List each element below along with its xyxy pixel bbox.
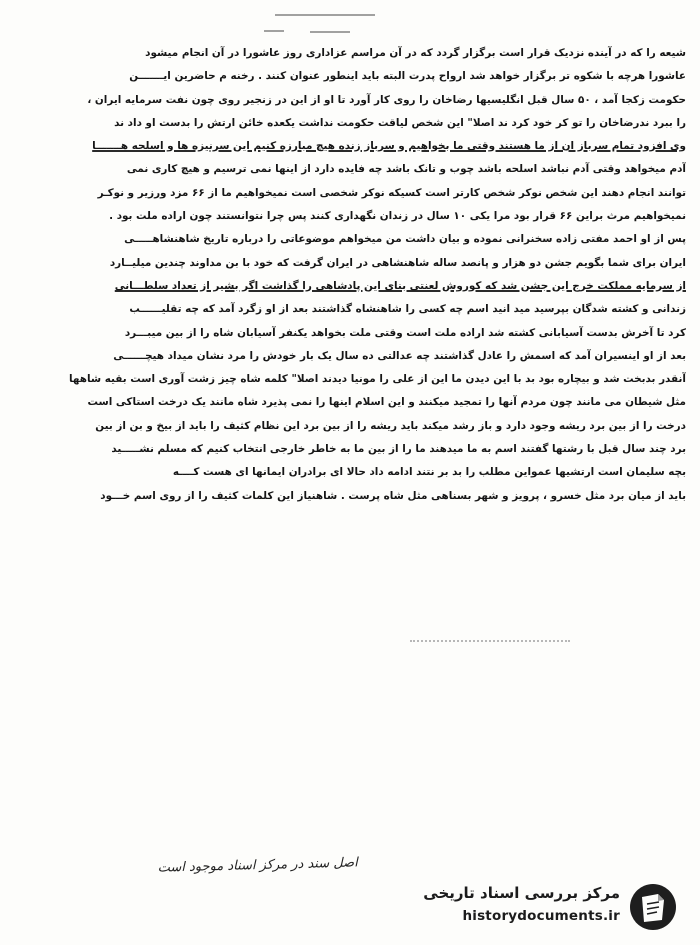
text-line: ایران برای شما بگویم جشن دو هزار و پانصد ساله شاهنشاهی در ایران گرفت که خود با بن مداوند چندین میلیــارد: [109, 256, 686, 269]
text-line: بعد از او اینسیران آمد که اسمش را عادل گذاشتند چه عدالتی ده سال یک بار خودش را مرد نشان میداد هیچــــــی: [113, 349, 686, 362]
watermark-url[interactable]: historydocuments.ir: [462, 908, 620, 924]
handwritten-margin-note: اصل سند در مرکز اسناد موجود است: [157, 855, 358, 876]
faded-signature-line: [410, 640, 570, 652]
document-body: [14, 42, 686, 508]
watermark-title: مرکز بررسی اسناد تاریخی: [423, 884, 620, 902]
text-line: باید از میان برد مثل خسرو ، پرویز و شهر بسناهی مثل شاه پرست . شاهنیاز این کلمات کثیف را از روی اسم خـــود: [100, 489, 686, 502]
text-line: از سرمایه مملکت خرج این جشن شد که کوروش لعنتی بنای این پادشاهی را گذاشت اگر بشیر از تعداد سلطـــانی: [114, 279, 686, 292]
text-line: پس از او احمد مفتی زاده سخنرانی نموده و بیان داشت من میخواهم موضوعاتی را درباره تاریخ شاهنشاهـــــی: [124, 233, 686, 246]
text-line: وی افزود تمام سرباز ان از ما هستند وقتی ما بخواهیم و سرباز زنده هیچ مبارزه کنیم این سرنیزه ها و اسلحه هـــــــا: [92, 140, 686, 153]
text-line: مثل شیطان می مانند چون مردم آنها را تمجید میکنند و این اسلام اینها را نمی پذیرد شاه مانند یک درخت استاکی است: [87, 396, 686, 409]
text-line: شیعه را که در آینده نزدیک قرار است برگزار گردد که در آن مراسم عزاداری روز عاشورا در آن انجام میشود: [145, 47, 686, 59]
watermark-logo[interactable]: [416, 880, 686, 935]
text-line: حکومت زکجا آمد ، ۵۰ سال قبل انگلیسیها رضاخان را روی کار آورد تا او از این در زنجیر روی چون نفت سرمایه ایران ،: [87, 93, 686, 106]
text-line: نمیخواهیم مرث براین ۶۶ قرار بود مرا یکی ۱۰ سال در زندان نگهداری کنند پس چرا نتوانستند چون اراده ملت بود .: [109, 210, 686, 223]
text-line: کرد تا آخرش بدست آسیابانی کشته شد اراده ملت است وقتی ملت بخواهد یکنفر آسیابان شاه را از بین میبـــرد: [124, 326, 686, 339]
text-line: عاشورا هرچه با شکوه تر برگزار خواهد شد ارواح پدرت البته باید اینطور عنوان کنند . رخنه م حاضرین ایـــــــن: [129, 70, 686, 83]
text-line: درخت را از بین برد ریشه وجود دارد و باز رشد میکند باید ریشه را از بین برد این نظام کثیف را باید از بیخ و بن از بین: [95, 419, 686, 432]
text-line: را ببرد ندرضاخان را تو کر خود کرد ند اصلا" این شخص لیاقت حکومت نداشت یکعده خائن ارتش را بدست او داد ند: [114, 116, 686, 129]
text-line: آدم میخواهد وقتی آدم نباشد اسلحه باشد چوب و تانک باشد چه فایده دارد از اینها نمی ترسیم و هیچ کاری نمی: [126, 163, 686, 176]
text-line: زندانی و کشته شدگان بپرسید مید انید اسم چه کسی را شاهنشاه گذاشتند بعد از او زگرد آمد که چه تقلیــــــب: [129, 303, 686, 316]
text-line: آنقدر بدبخت شد و بیچاره بود بد با این دیدن ما این از علی را مونیا دیدند اصلا" کلمه شاه چیز زشت آوری است بقیه شاهها: [69, 373, 686, 386]
text-line: بچه سلیمان است ارتشیها عمواین مطلب را بد بر نتند ادامه داد حالا ای برادران ایمانها ای هست کــــه: [172, 466, 686, 479]
header-letterhead-marks: [250, 8, 400, 38]
text-line: توانند انجام دهند این شخص نوکر شخص کارتر است کسیکه نوکر شخصی است نمیخواهیم ما از ۶۶ مزد ورزیر و نوکـر: [97, 186, 686, 199]
text-line: برد چند سال قبل با رشتها گفتند اسم به ما میدهند ما را از بین ما به خاطر خارجی انتخاب کنیم که مسلم نشـــــید: [111, 443, 686, 456]
document-emblem-icon: [628, 882, 678, 932]
